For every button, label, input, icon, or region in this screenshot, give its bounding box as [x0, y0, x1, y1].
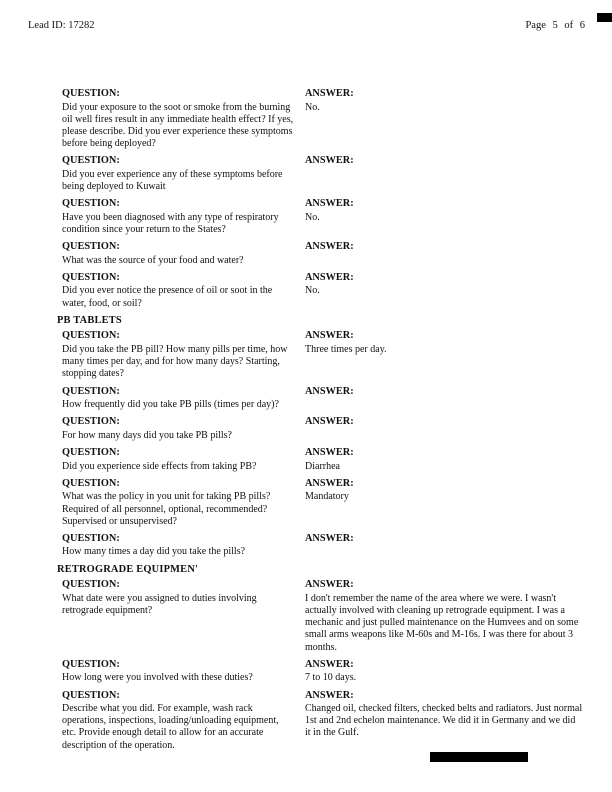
page-header — [28, 20, 585, 31]
qa-block — [62, 272, 585, 310]
question-text: What was the source of your food and water? — [62, 254, 244, 266]
question-text: What was the policy in you unit for taking PB pills? Required of all personnel, optional, recommended? Supervised or unsupervised? — [62, 491, 271, 527]
answer-label: ANSWER: — [305, 532, 354, 544]
question-label: QUESTION: — [62, 416, 120, 428]
answer-text — [305, 255, 585, 267]
qa-block — [62, 447, 585, 473]
question-text: For how many days did you take PB pills? — [62, 429, 232, 441]
answer-text: Diarrhea — [305, 460, 340, 472]
question-label: QUESTION: — [62, 155, 120, 167]
answer-label: ANSWER: — [305, 477, 354, 489]
answer-label: ANSWER: — [305, 689, 354, 701]
question-label: QUESTION: — [62, 532, 120, 544]
qa-content — [57, 88, 585, 757]
answer-text: No. — [305, 211, 320, 223]
answer-label: ANSWER: — [305, 385, 354, 397]
answer-label: ANSWER: — [305, 241, 354, 253]
qa-block — [62, 155, 585, 193]
answer-label: ANSWER: — [305, 416, 354, 428]
question-text: Did you experience side effects from taking PB? — [62, 460, 257, 472]
answer-text: No. — [305, 101, 320, 113]
answer-text: I don't remember the name of the area where we were. I wasn't actually involved with cleaning up retrograde equipment. I was a mechanic and just pulled maintenance on the Humvees and on some small arms weapons like M-60s and M-16s. I was there for about 3 months. — [305, 592, 579, 653]
question-text: Have you been diagnosed with any type of respiratory condition since your return to the States? — [62, 211, 279, 235]
question-label: QUESTION: — [62, 198, 120, 210]
qa-block — [62, 241, 585, 267]
answer-text — [305, 546, 585, 558]
answer-label: ANSWER: — [305, 271, 354, 283]
redaction-bar — [430, 752, 528, 762]
page-number: Page 5 of 6 — [525, 20, 585, 31]
answer-label: ANSWER: — [305, 658, 354, 670]
answer-text: No. — [305, 285, 320, 297]
question-label: QUESTION: — [62, 658, 120, 670]
question-text: Did your exposure to the soot or smoke from the burning oil well fires result in any immediate health effect? If yes, please describe. Did you ever experience these symptoms before being deployed? — [62, 101, 294, 150]
question-label: QUESTION: — [62, 447, 120, 459]
question-text: How frequently did you take PB pills (times per day)? — [62, 399, 279, 411]
qa-block — [62, 330, 585, 380]
qa-block — [62, 659, 585, 685]
answer-text — [305, 169, 585, 193]
qa-block — [62, 690, 585, 752]
answer-text: Changed oil, checked filters, checked belts and radiators. Just normal 1st and 2nd echelon maintenance. We did it in Germany and we did it in the Gulf. — [305, 703, 583, 739]
question-label: QUESTION: — [62, 271, 120, 283]
section-title: PB TABLETS — [57, 314, 122, 326]
question-label: QUESTION: — [62, 385, 120, 397]
question-label: QUESTION: — [62, 579, 120, 591]
answer-text: 7 to 10 days. — [305, 672, 357, 684]
question-label: QUESTION: — [62, 88, 120, 99]
question-label: QUESTION: — [62, 330, 120, 342]
question-text: How many times a day did you take the pills? — [62, 546, 246, 558]
lead-id: Lead ID: 17282 — [28, 20, 95, 31]
answer-text: Three times per day. — [305, 344, 387, 356]
qa-block — [62, 533, 585, 559]
scan-artifact-top-right — [597, 13, 612, 22]
section-title: RETROGRADE EQUIPMEN' — [57, 563, 199, 575]
answer-label: ANSWER: — [305, 330, 354, 342]
question-text: Did you ever notice the presence of oil or soot in the water, food, or soil? — [62, 285, 273, 309]
qa-block — [62, 88, 585, 150]
qa-block — [62, 416, 585, 442]
question-label: QUESTION: — [62, 689, 120, 701]
answer-label: ANSWER: — [305, 447, 354, 459]
question-label: QUESTION: — [62, 477, 120, 489]
qa-block — [62, 386, 585, 412]
question-text: Did you ever experience any of these symptoms before being deployed to Kuwait — [62, 168, 283, 193]
qa-block — [62, 198, 585, 236]
answer-text — [305, 430, 585, 442]
question-text: What date were you assigned to duties involving retrograde equipment? — [62, 592, 257, 617]
question-label: QUESTION: — [62, 241, 120, 253]
answer-label: ANSWER: — [305, 198, 354, 210]
qa-block — [62, 579, 585, 653]
question-text: Describe what you did. For example, wash rack operations, inspections, loading/unloading equipment, etc. Provide enough detail to allow for an accurate description of the operation. — [62, 703, 279, 751]
qa-block — [62, 478, 585, 528]
answer-label: ANSWER: — [305, 579, 354, 591]
question-text: How long were you involved with these duties? — [62, 672, 253, 684]
answer-text — [305, 399, 585, 411]
question-text: Did you take the PB pill? How many pills per time, how many times per day, and for how many days? Starting, stopping dates? — [62, 344, 288, 380]
answer-label: ANSWER: — [305, 155, 354, 167]
answer-text: Mandatory — [305, 491, 349, 503]
answer-label: ANSWER: — [305, 88, 354, 99]
